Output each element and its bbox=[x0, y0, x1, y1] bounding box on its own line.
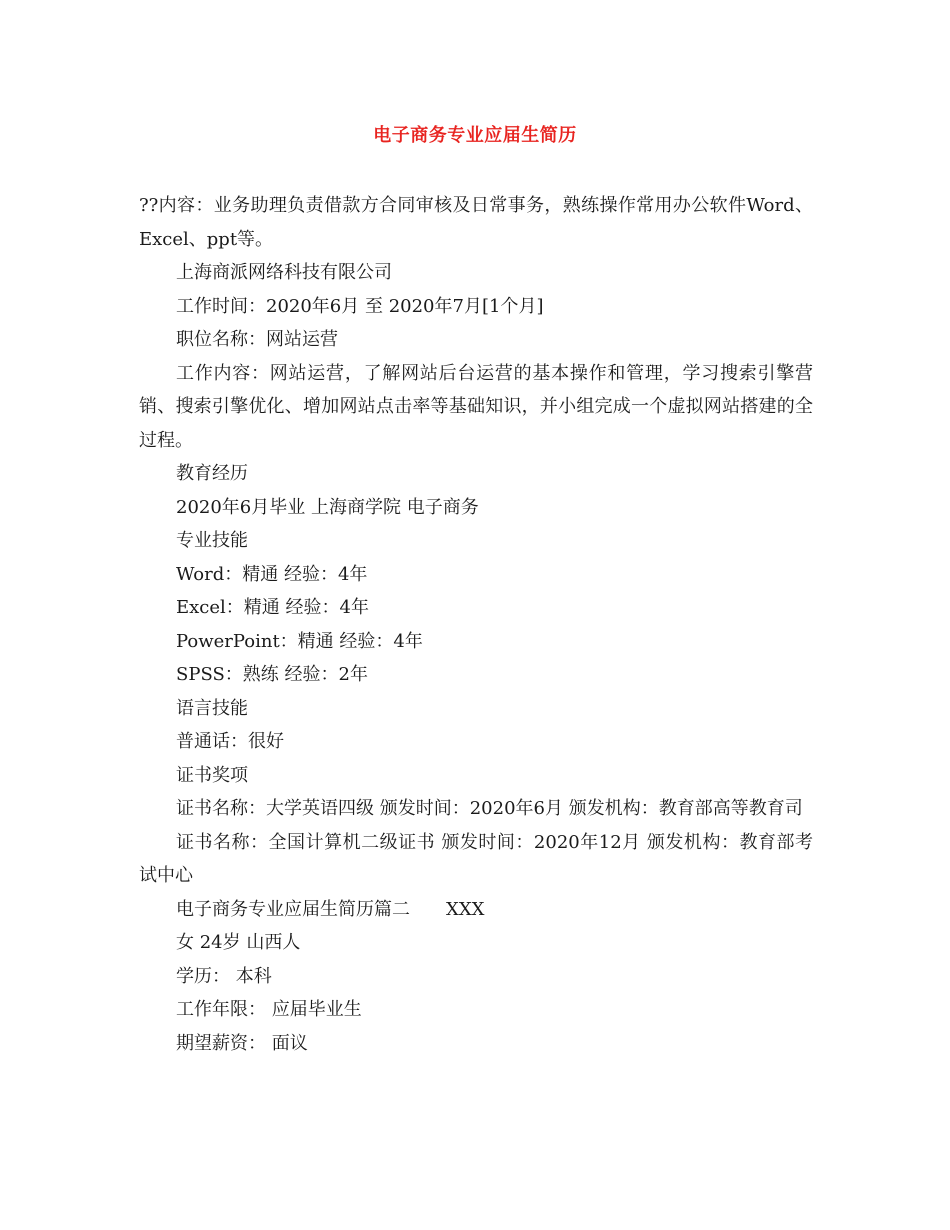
paragraph-certificate-ncre2: 证书名称：全国计算机二级证书 颁发时间：2020年12月 颁发机构：教育部考试中心 bbox=[139, 831, 813, 886]
paragraph-profile-experience: 工作年限： 应届毕业生 bbox=[176, 999, 362, 1020]
paragraph-language-mandarin: 普通话：很好 bbox=[176, 731, 284, 752]
paragraph-skill-spss: SPSS：熟练 经验：2年 bbox=[176, 664, 368, 685]
document-title: 电子商务专业应届生简历 bbox=[373, 125, 577, 146]
paragraph-intro: ??内容：业务助理负责借款方合同审核及日常事务，熟练操作常用办公软件Word、Excel、ppt等。 bbox=[139, 195, 813, 250]
paragraph-work-content: 工作内容：网站运营，了解网站后台运营的基本操作和管理，学习搜索引擎营销、搜索引擎优化、增加网站点击率等基础知识，并小组完成一个虚拟网站搭建的全过程。 bbox=[139, 362, 813, 451]
paragraph-position: 职位名称：网站运营 bbox=[176, 329, 338, 350]
paragraph-company: 上海商派网络科技有限公司 bbox=[176, 262, 392, 283]
paragraph-profile-salary: 期望薪资： 面议 bbox=[176, 1032, 308, 1054]
paragraph-certificates-heading: 证书奖项 bbox=[176, 764, 248, 786]
paragraph-skill-word: Word：精通 经验：4年 bbox=[176, 563, 368, 585]
paragraph-language-heading: 语言技能 bbox=[176, 697, 248, 719]
document-body bbox=[139, 189, 813, 1060]
paragraph-skill-excel: Excel：精通 经验：4年 bbox=[176, 597, 369, 618]
section2-name: XXX bbox=[446, 898, 485, 920]
paragraph-education-heading: 教育经历 bbox=[176, 463, 248, 484]
paragraph-certificate-cet4: 证书名称：大学英语四级 颁发时间：2020年6月 颁发机构：教育部高等教育司 bbox=[176, 798, 803, 819]
paragraph-skills-heading: 专业技能 bbox=[176, 530, 248, 551]
paragraph-education: 2020年6月毕业 上海商学院 电子商务 bbox=[176, 496, 479, 518]
paragraph-profile-degree: 学历： 本科 bbox=[176, 965, 272, 987]
paragraph-profile-basic: 女 24岁 山西人 bbox=[176, 932, 301, 953]
section2-heading-text: 电子商务专业应届生简历篇二 bbox=[176, 898, 410, 920]
paragraph-skill-powerpoint: PowerPoint：精通 经验：4年 bbox=[176, 630, 423, 652]
paragraph-section2-heading bbox=[139, 893, 813, 927]
paragraph-work-time: 工作时间：2020年6月 至 2020年7月[1个月] bbox=[176, 295, 544, 317]
